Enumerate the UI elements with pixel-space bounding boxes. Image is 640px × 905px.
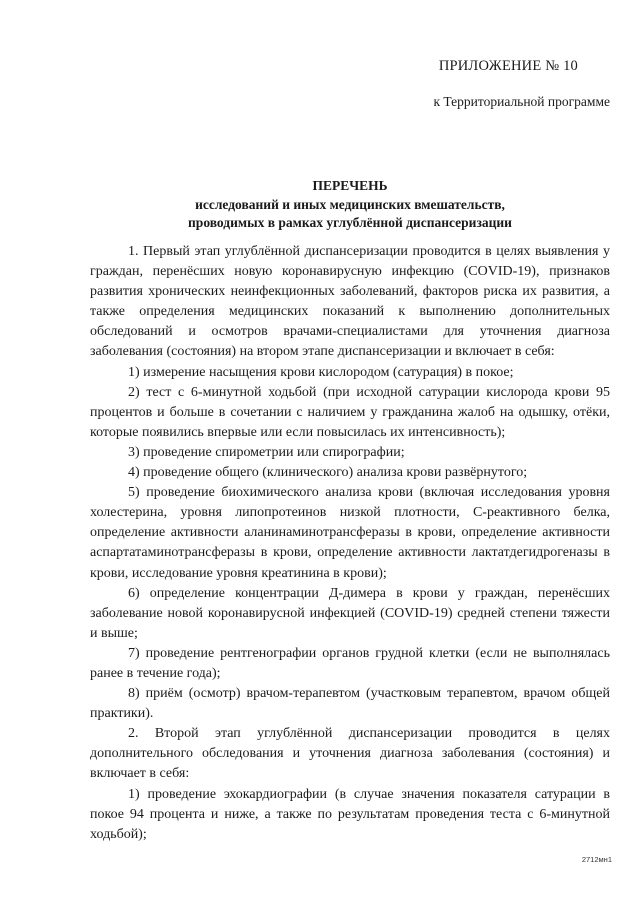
annex-subtitle: к Территориальной программе <box>433 94 610 109</box>
list-item: 4) проведение общего (клинического) анализа крови развёрнутого; <box>128 465 528 481</box>
list-item: 1) проведение эхокардиографии (в случае значения показателя сатурации в покое 94 процента и ниже, а также по результатам проведения теста с 6-минутной ходьбой); <box>90 786 610 842</box>
list-item: 7) проведение рентгенографии органов грудной клетки (если не выполнялась ранее в течение года); <box>90 645 610 681</box>
list-item: 3) проведение спирометрии или спирографии; <box>128 444 405 460</box>
list-item: 6) определение концентрации Д-димера в крови у граждан, перенёсших заболевание новой коронавирусной инфекцией (COVID-19) средней степени тяжести и выше; <box>90 585 610 641</box>
footer-code: 2712мн1 <box>581 855 612 864</box>
list-item: 1) измерение насыщения крови кислородом (сатурация) в покое; <box>128 364 514 380</box>
list-item: 5) проведение биохимического анализа крови (включая исследования уровня холестерина, уровня липопротеинов низкой плотности, С-реактивного белка, определение активности аланинаминотрансферазы в крови, определение активности аспартатаминотрансферазы в крови, определение активности лактатдегидрогеназы в крови, исследование уровня креатинина в крови); <box>90 485 610 581</box>
document-heading <box>120 177 580 233</box>
list-item: 2) тест с 6-минутной ходьбой (при исходной сатурации кислорода крови 95 процентов и больше в сочетании с наличием у гражданина жалоб на одышку, отёки, которые появились впервые или если повысилась их интенсивность); <box>90 384 610 440</box>
paragraph-section-1: 1. Первый этап углублённой диспансеризации проводится в целях выявления у граждан, перенёсших новую коронавирусную инфекцию (COVID-19), признаков развития хронических неинфекционных заболеваний, факторов риска их развития, а также определения медицинских показаний к выполнению дополнительных обследований и осмотров врачами-специалистами для уточнения диагноза заболевания (состояния) на втором этапе диспансеризации и включает в себя: <box>90 244 610 360</box>
document-body <box>90 242 610 845</box>
list-item: 8) приём (осмотр) врачом-терапевтом (участковым терапевтом, врачом общей практики). <box>90 686 610 722</box>
heading-line-2: проводимых в рамках углублённой диспансеризации <box>188 215 512 230</box>
annex-title: ПРИЛОЖЕНИЕ № 10 <box>438 58 578 74</box>
heading-main: ПЕРЕЧЕНЬ <box>312 178 388 193</box>
paragraph-section-2: 2. Второй этап углублённой диспансеризации проводится в целях дополнительного обследования и уточнения диагноза заболевания (состояния) и включает в себя: <box>90 726 610 782</box>
heading-line-1: исследований и иных медицинских вмешательств, <box>195 196 505 212</box>
